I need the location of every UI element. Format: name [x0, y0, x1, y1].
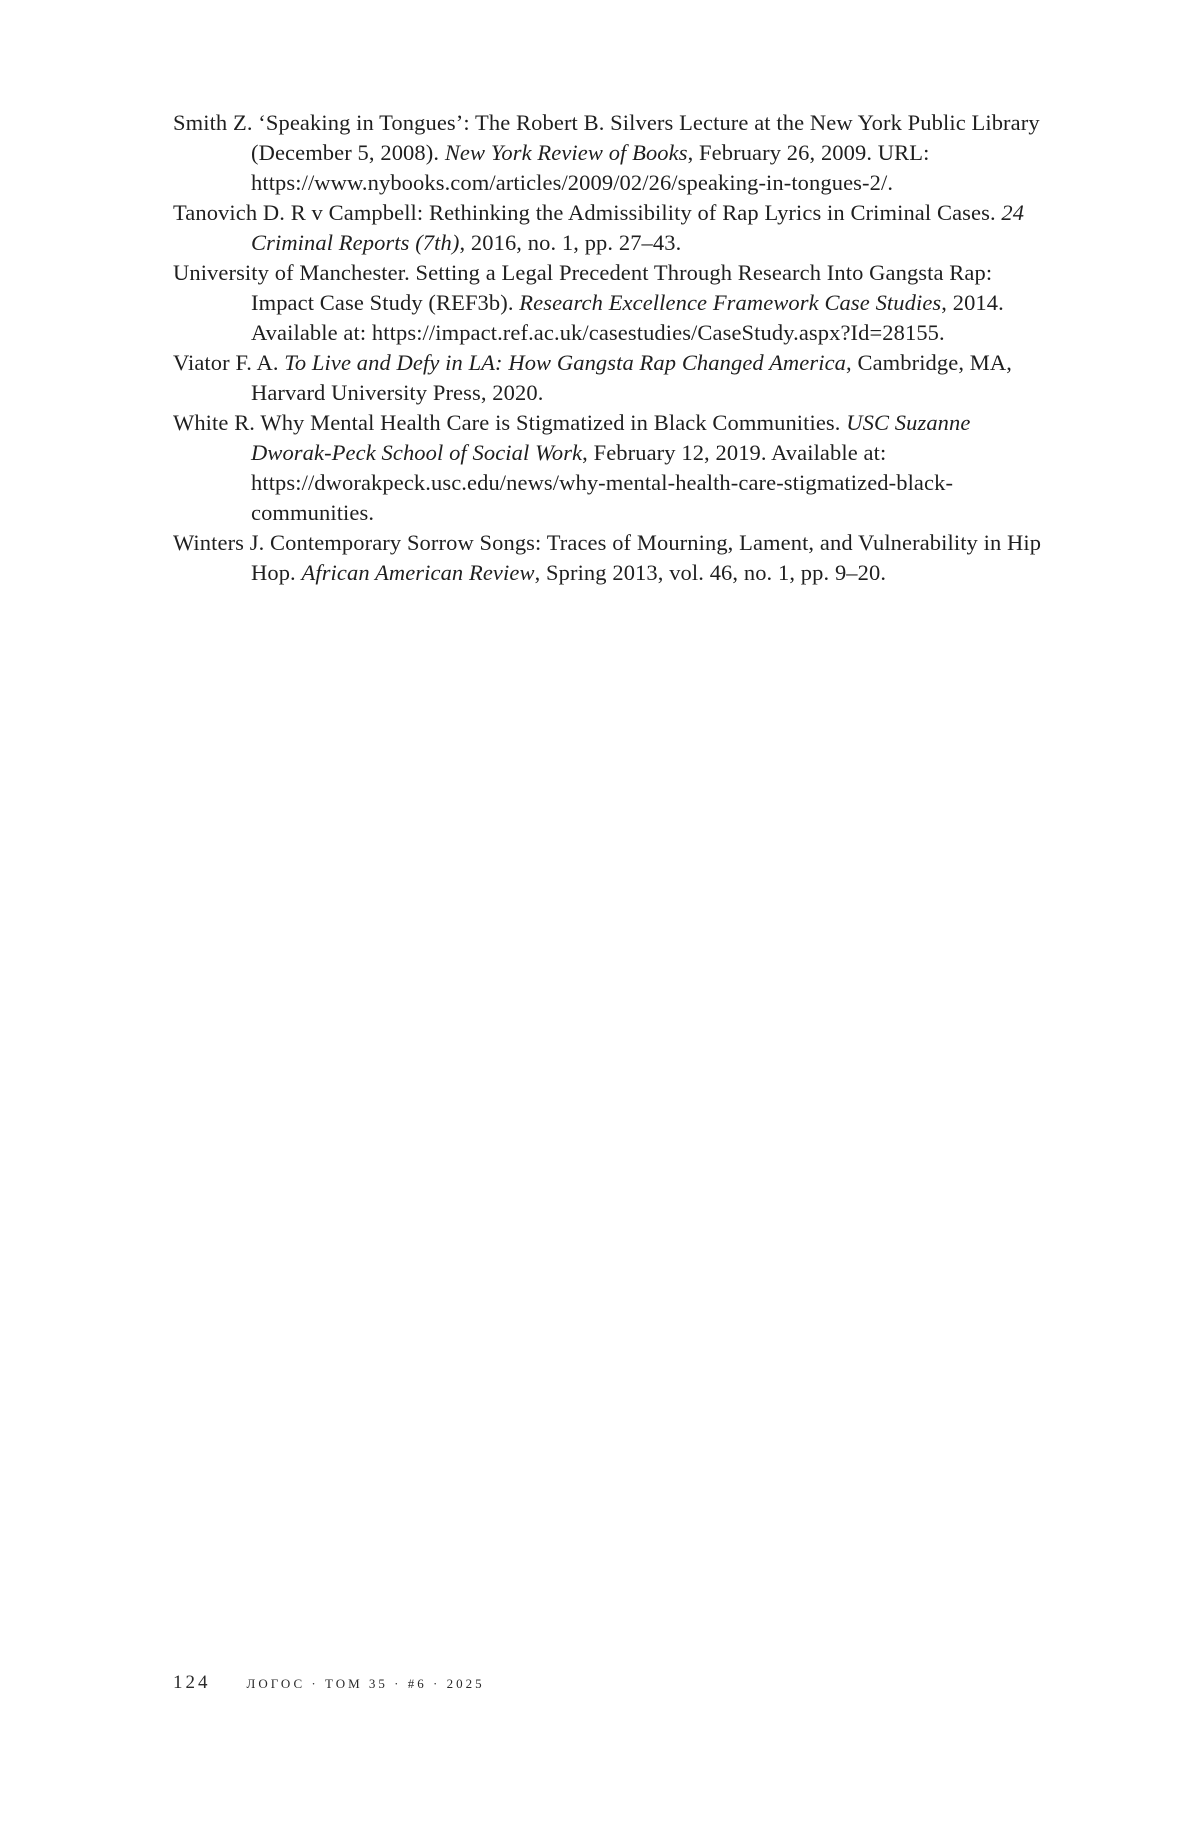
reference-source-title: USC Suzanne Dworak-Peck School of Social Work: [251, 410, 971, 465]
reference-source-title: New York Review of Books: [444, 140, 688, 165]
reference-source-title: Research Excellence Framework Case Studies: [519, 290, 942, 315]
reference-entry: [173, 528, 1043, 588]
reference-details: , February 26, 2009. URL: https://www.nybooks.com/articles/2009/02/26/speaking-in-tongues-2/.: [251, 140, 930, 195]
reference-text: Winters J. Contemporary Sorrow Songs: Traces of Mourning, Lament, and Vulnerability in Hip Hop.: [173, 530, 1042, 585]
reference-entry: [173, 408, 1043, 528]
page-footer: [173, 1672, 485, 1694]
reference-details: , 2014. Available at: https://impact.ref.ac.uk/casestudies/CaseStudy.aspx?Id=28155.: [251, 290, 1004, 345]
reference-details: , 2016, no. 1, pp. 27–43.: [459, 230, 682, 255]
reference-entry: [173, 198, 1043, 258]
reference-list: [173, 108, 1043, 588]
reference-details: , Spring 2013, vol. 46, no. 1, pp. 9–20.: [534, 560, 887, 585]
journal-info: логос · том 35 · #6 · 2025: [246, 1672, 485, 1693]
reference-text: Viator F. A.: [173, 350, 285, 375]
reference-text: Smith Z. ‘Speaking in Tongues’: The Robert B. Silvers Lecture at the New York Public Library (December 5, 2008).: [173, 110, 1040, 165]
page-number: 124: [173, 1672, 211, 1693]
reference-entry: [173, 258, 1043, 348]
reference-source-title: African American Review: [301, 560, 535, 585]
reference-details: , February 12, 2019. Available at: https://dworakpeck.usc.edu/news/why-mental-health-care-stigmatized-black-communities.: [251, 440, 954, 525]
reference-text: Tanovich D. R v Campbell: Rethinking the Admissibility of Rap Lyrics in Criminal Cases.: [173, 200, 1002, 225]
reference-source-title: To Live and Defy in LA: How Gangsta Rap Changed America: [284, 350, 847, 375]
reference-entry: [173, 348, 1043, 408]
reference-text: White R. Why Mental Health Care is Stigmatized in Black Communities.: [173, 410, 847, 435]
reference-source-title: 24 Criminal Reports (7th): [251, 200, 1025, 255]
reference-details: , Cambridge, MA, Harvard University Press, 2020.: [251, 350, 1012, 405]
reference-text: University of Manchester. Setting a Legal Precedent Through Research Into Gangsta Rap: Impact Case Study (REF3b).: [173, 260, 993, 315]
reference-entry: [173, 108, 1043, 198]
